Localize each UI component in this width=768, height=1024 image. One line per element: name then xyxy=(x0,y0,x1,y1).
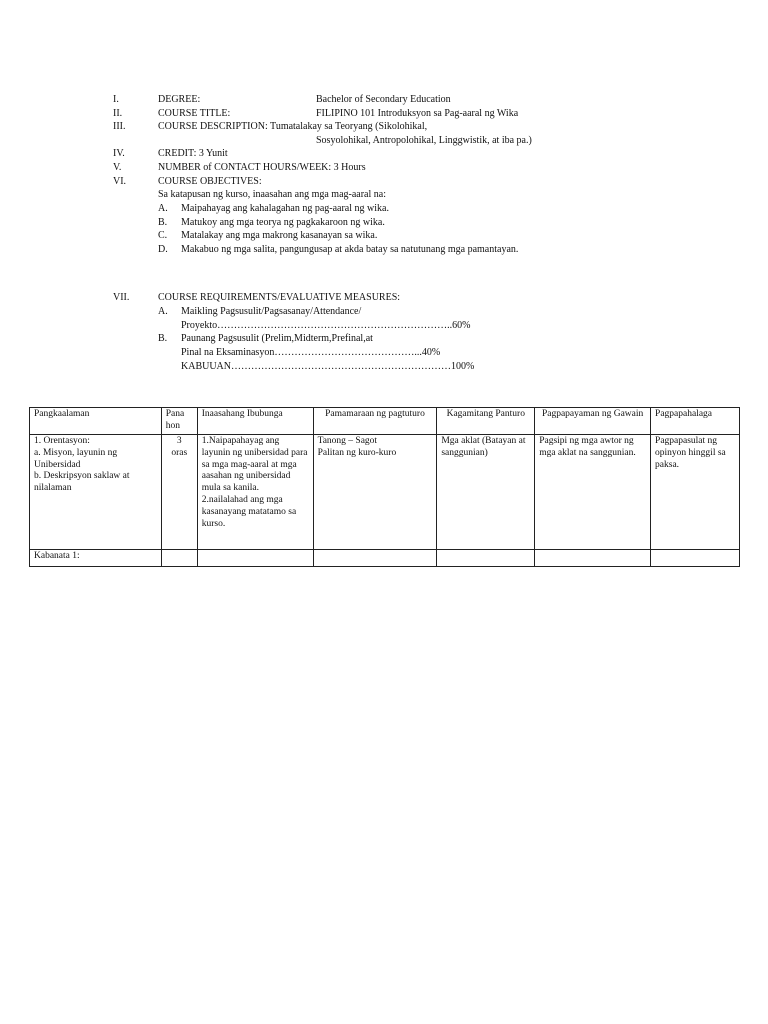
header-cell: Inaasahang Ibubunga xyxy=(197,408,313,435)
objective-letter: A. xyxy=(158,203,168,214)
header-cell: Pamamaraan ng pagtuturo xyxy=(313,408,437,435)
roman-numeral: I. xyxy=(113,94,119,105)
objective-text: Matukoy ang mga teorya ng pagkakaroon ng wika. xyxy=(181,217,385,228)
roman-numeral: III. xyxy=(113,121,126,132)
objective-text: Makabuo ng mga salita, pangungusap at akda batay sa natutunang mga pamantayan. xyxy=(181,244,519,255)
roman-numeral: VII. xyxy=(113,292,130,303)
table-cell: Kabanata 1: xyxy=(30,550,162,567)
objectives-label: COURSE OBJECTIVES: xyxy=(158,176,262,187)
contact-hours-label: NUMBER of CONTACT HOURS/WEEK: 3 Hours xyxy=(158,162,366,173)
table-cell: Pagsipi ng mga awtor ng mga aklat na sanggunian. xyxy=(535,435,651,550)
degree-label: DEGREE: xyxy=(158,94,201,105)
table-row xyxy=(30,435,740,550)
header-cell: Pana hon xyxy=(161,408,197,435)
roman-numeral: V. xyxy=(113,162,122,173)
table-cell xyxy=(535,550,651,567)
requirement-letter: B. xyxy=(158,333,168,344)
requirements-label: COURSE REQUIREMENTS/EVALUATIVE MEASURES: xyxy=(158,292,401,303)
objective-text: Matalakay ang mga makrong kasanayan sa wika. xyxy=(181,230,378,241)
roman-numeral: VI. xyxy=(113,176,127,187)
table-cell: Pagpapasulat ng opinyon hinggil sa paksa. xyxy=(651,435,740,550)
requirement-letter: A. xyxy=(158,306,168,317)
objective-letter: D. xyxy=(158,244,168,255)
requirement-text: Paunang Pagsusulit (Prelim,Midterm,Prefinal,at xyxy=(181,333,373,344)
header-cell: Pangkaalaman xyxy=(30,408,162,435)
objectives-intro-text: Sa katapusan ng kurso, inaasahan ang mga mag-aaral na: xyxy=(158,189,386,200)
course-title-label: COURSE TITLE: xyxy=(158,108,231,119)
table-row xyxy=(30,550,740,567)
header-cell: Pagpapahalaga xyxy=(651,408,740,435)
table-cell: 1.Naipapahayag ang layunin ng unibersidad para sa mga mag-aaral at mga aasahan ng unibersidad mula sa kanila. 2.nailalahad ang mga kasanayang matatamo sa kurso. xyxy=(197,435,313,550)
table-cell: Tanong – Sagot Palitan ng kuro-kuro xyxy=(313,435,437,550)
course-title-value: FILIPINO 101 Introduksyon sa Pag-aaral ng Wika xyxy=(316,108,519,119)
requirement-text: Maikling Pagsusulit/Pagsasanay/Attendance/ xyxy=(181,306,362,317)
objective-text: Maipahayag ang kahalagahan ng pag-aaral ng wika. xyxy=(181,203,389,214)
credit-label: CREDIT: 3 Yunit xyxy=(158,148,228,159)
requirement-text: Proyekto……………………………………………………………..60% xyxy=(181,320,471,331)
table-cell: Mga aklat (Batayan at sanggunian) xyxy=(437,435,535,550)
course-description-continuation: Sosyolohikal, Antropolohikal, Linggwistik, at iba pa.) xyxy=(316,135,532,146)
requirement-text: Pinal na Eksaminasyon……………………………………...40% xyxy=(181,347,441,358)
roman-numeral: II. xyxy=(113,108,123,119)
objective-letter: C. xyxy=(158,230,168,241)
table-cell: 1. Orentasyon: a. Misyon, layunin ng Unibersidad b. Deskripsyon saklaw at nilalaman xyxy=(30,435,162,550)
course-description-label: COURSE DESCRIPTION: Tumatalakay sa Teoryang (Sikolohikal, xyxy=(158,121,428,132)
objective-letter: B. xyxy=(158,217,168,228)
table-cell xyxy=(197,550,313,567)
table-cell: 3 oras xyxy=(161,435,197,550)
degree-value: Bachelor of Secondary Education xyxy=(316,94,451,105)
table-cell xyxy=(437,550,535,567)
total-text: KABUUAN…………………………………………………………100% xyxy=(181,361,475,372)
header-cell: Pagpapayaman ng Gawain xyxy=(535,408,651,435)
header-cell: Kagamitang Panturo xyxy=(437,408,535,435)
table-cell xyxy=(651,550,740,567)
roman-numeral: IV. xyxy=(113,148,125,159)
syllabus-table xyxy=(29,407,740,567)
table-cell xyxy=(313,550,437,567)
table-header-row xyxy=(30,408,740,435)
table-cell xyxy=(161,550,197,567)
